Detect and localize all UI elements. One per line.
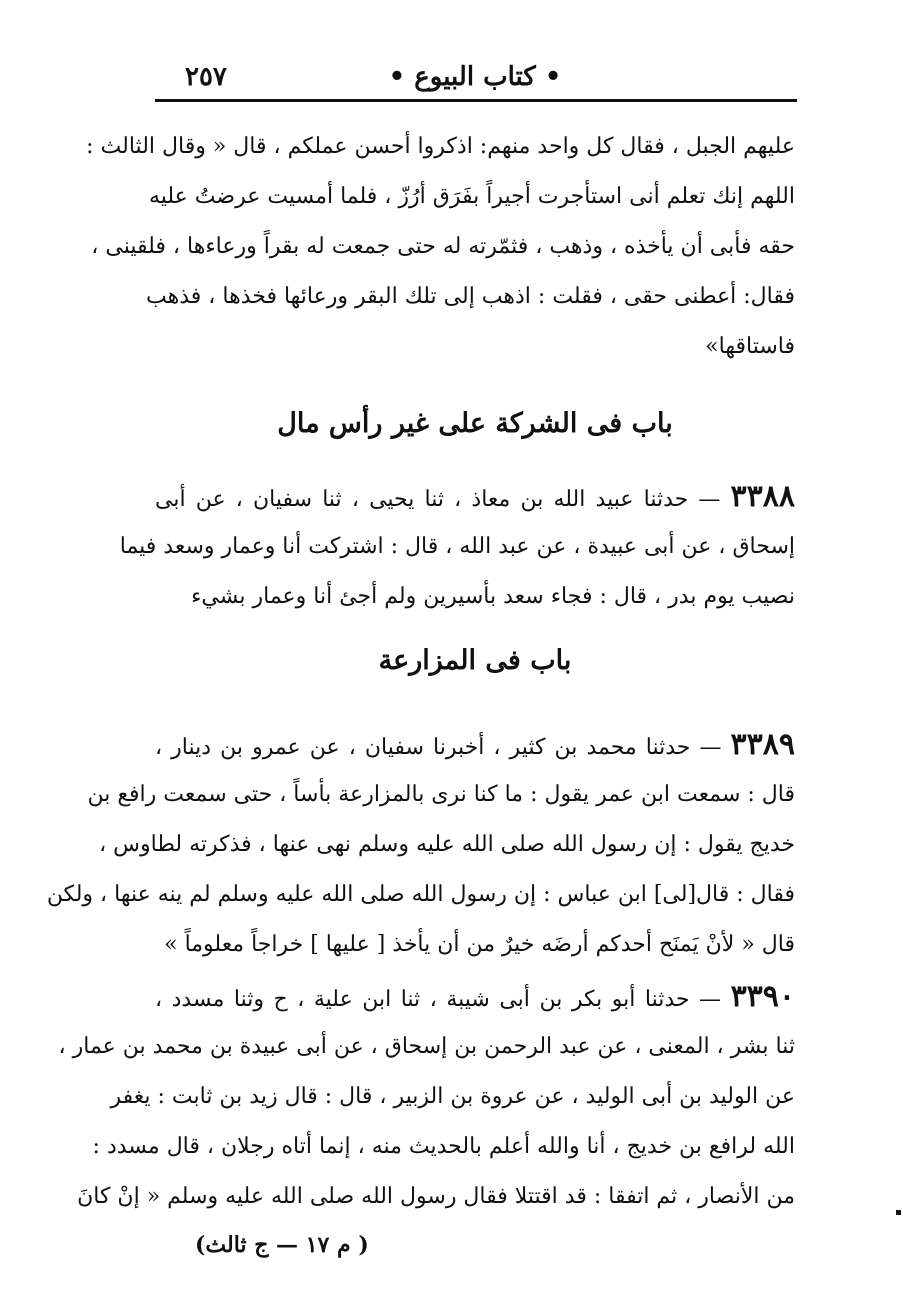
text-line: حقه فأبى أن يأخذه ، وذهب ، فثمّرته له حتى جمعت له بقراً ورعاءها ، فلقينى ، — [91, 234, 795, 259]
text-line: فقال : قال[لى] ابن عباس : إن رسول الله صلى الله عليه وسلم لم ينه عنها ، ولكن — [46, 882, 795, 907]
text-line: فقال: أعطنى حقى ، فقلت : اذهب إلى تلك البقر ورعائها فخذها ، فذهب — [146, 284, 795, 309]
section-heading: باب فى الشركة على غير رأس مال — [277, 408, 673, 439]
text-line: نصيب يوم بدر ، قال : فجاء سعد بأسيرين ولم أجئ أنا وعمار بشيء — [191, 584, 795, 609]
page-header — [155, 60, 795, 100]
text-line: عن الوليد بن أبى الوليد ، عن عروة بن الزبير ، قال : قال زيد بن ثابت : يغفر — [110, 1084, 795, 1109]
text-line: فاستاقها» — [705, 334, 795, 359]
text-line: قال « لأنْ يَمنَح أحدكم أرضَه خيرٌ من أن يأخذ [ عليها ] خراجاً معلوماً » — [164, 932, 795, 957]
page-number: ٢٥٧ — [185, 62, 227, 92]
margin-mark — [896, 1210, 901, 1215]
header-rule — [155, 99, 797, 102]
hadith-3389 — [46, 720, 795, 970]
section-heading: باب فى المزارعة — [378, 645, 572, 676]
hadith-3388 — [119, 472, 795, 622]
hadith-3390 — [58, 972, 796, 1222]
signature-mark: ( م ١٧ — ج ثالث) — [195, 1232, 369, 1258]
text-line: إسحاق ، عن أبى عبيدة ، عن عبد الله ، قال : اشتركت أنا وعمار وسعد فيما — [119, 534, 795, 559]
paragraph-continuation — [86, 122, 795, 372]
hadith-first-line — [155, 972, 795, 1022]
hadith-number: ٣٣٨٩ — [730, 727, 795, 762]
text-line: من الأنصار ، ثم اتفقا : قد اقتتلا فقال رسول الله صلى الله عليه وسلم « إنْ كانَ — [77, 1184, 795, 1209]
text-line: عليهم الجبل ، فقال كل واحد منهم: اذكروا أحسن عملكم ، قال « وقال الثالث : — [86, 134, 795, 159]
hadith-first-line — [155, 472, 795, 522]
hadith-first-line — [155, 720, 795, 770]
text-line: ثنا بشر ، المعنى ، عن عبد الرحمن بن إسحاق ، عن أبى عبيدة بن محمد بن عمار ، — [58, 1034, 795, 1059]
text-line: — حدثنا عبيد الله بن معاذ ، ثنا يحيى ، ثنا سفيان ، عن أبى — [155, 487, 721, 512]
text-line: اللهم إنك تعلم أنى استأجرت أجيراً بفَرَق أرُزّ ، فلما أمسيت عرضتُ عليه — [148, 184, 795, 209]
hadith-number: ٣٣٨٨ — [730, 479, 795, 514]
text-line: — حدثنا أبو بكر بن أبى شيبة ، ثنا ابن علية ، ح وثنا مسدد ، — [155, 987, 722, 1012]
text-line: قال : سمعت ابن عمر يقول : ما كنا نرى بالمزارعة بأساً ، حتى سمعت رافع بن — [87, 782, 795, 807]
text-line: — حدثنا محمد بن كثير ، أخبرنا سفيان ، عن عمرو بن دينار ، — [155, 735, 722, 760]
running-title: • كتاب البيوع • — [388, 62, 562, 92]
hadith-number: ٣٣٩٠ — [730, 979, 796, 1014]
text-line: الله لرافع بن خديج ، أنا والله أعلم بالحديث منه ، إنما أتاه رجلان ، قال مسدد : — [92, 1134, 795, 1159]
text-line: خديج يقول : إن رسول الله صلى الله عليه وسلم نهى عنها ، فذكرته لطاوس ، — [99, 832, 795, 857]
